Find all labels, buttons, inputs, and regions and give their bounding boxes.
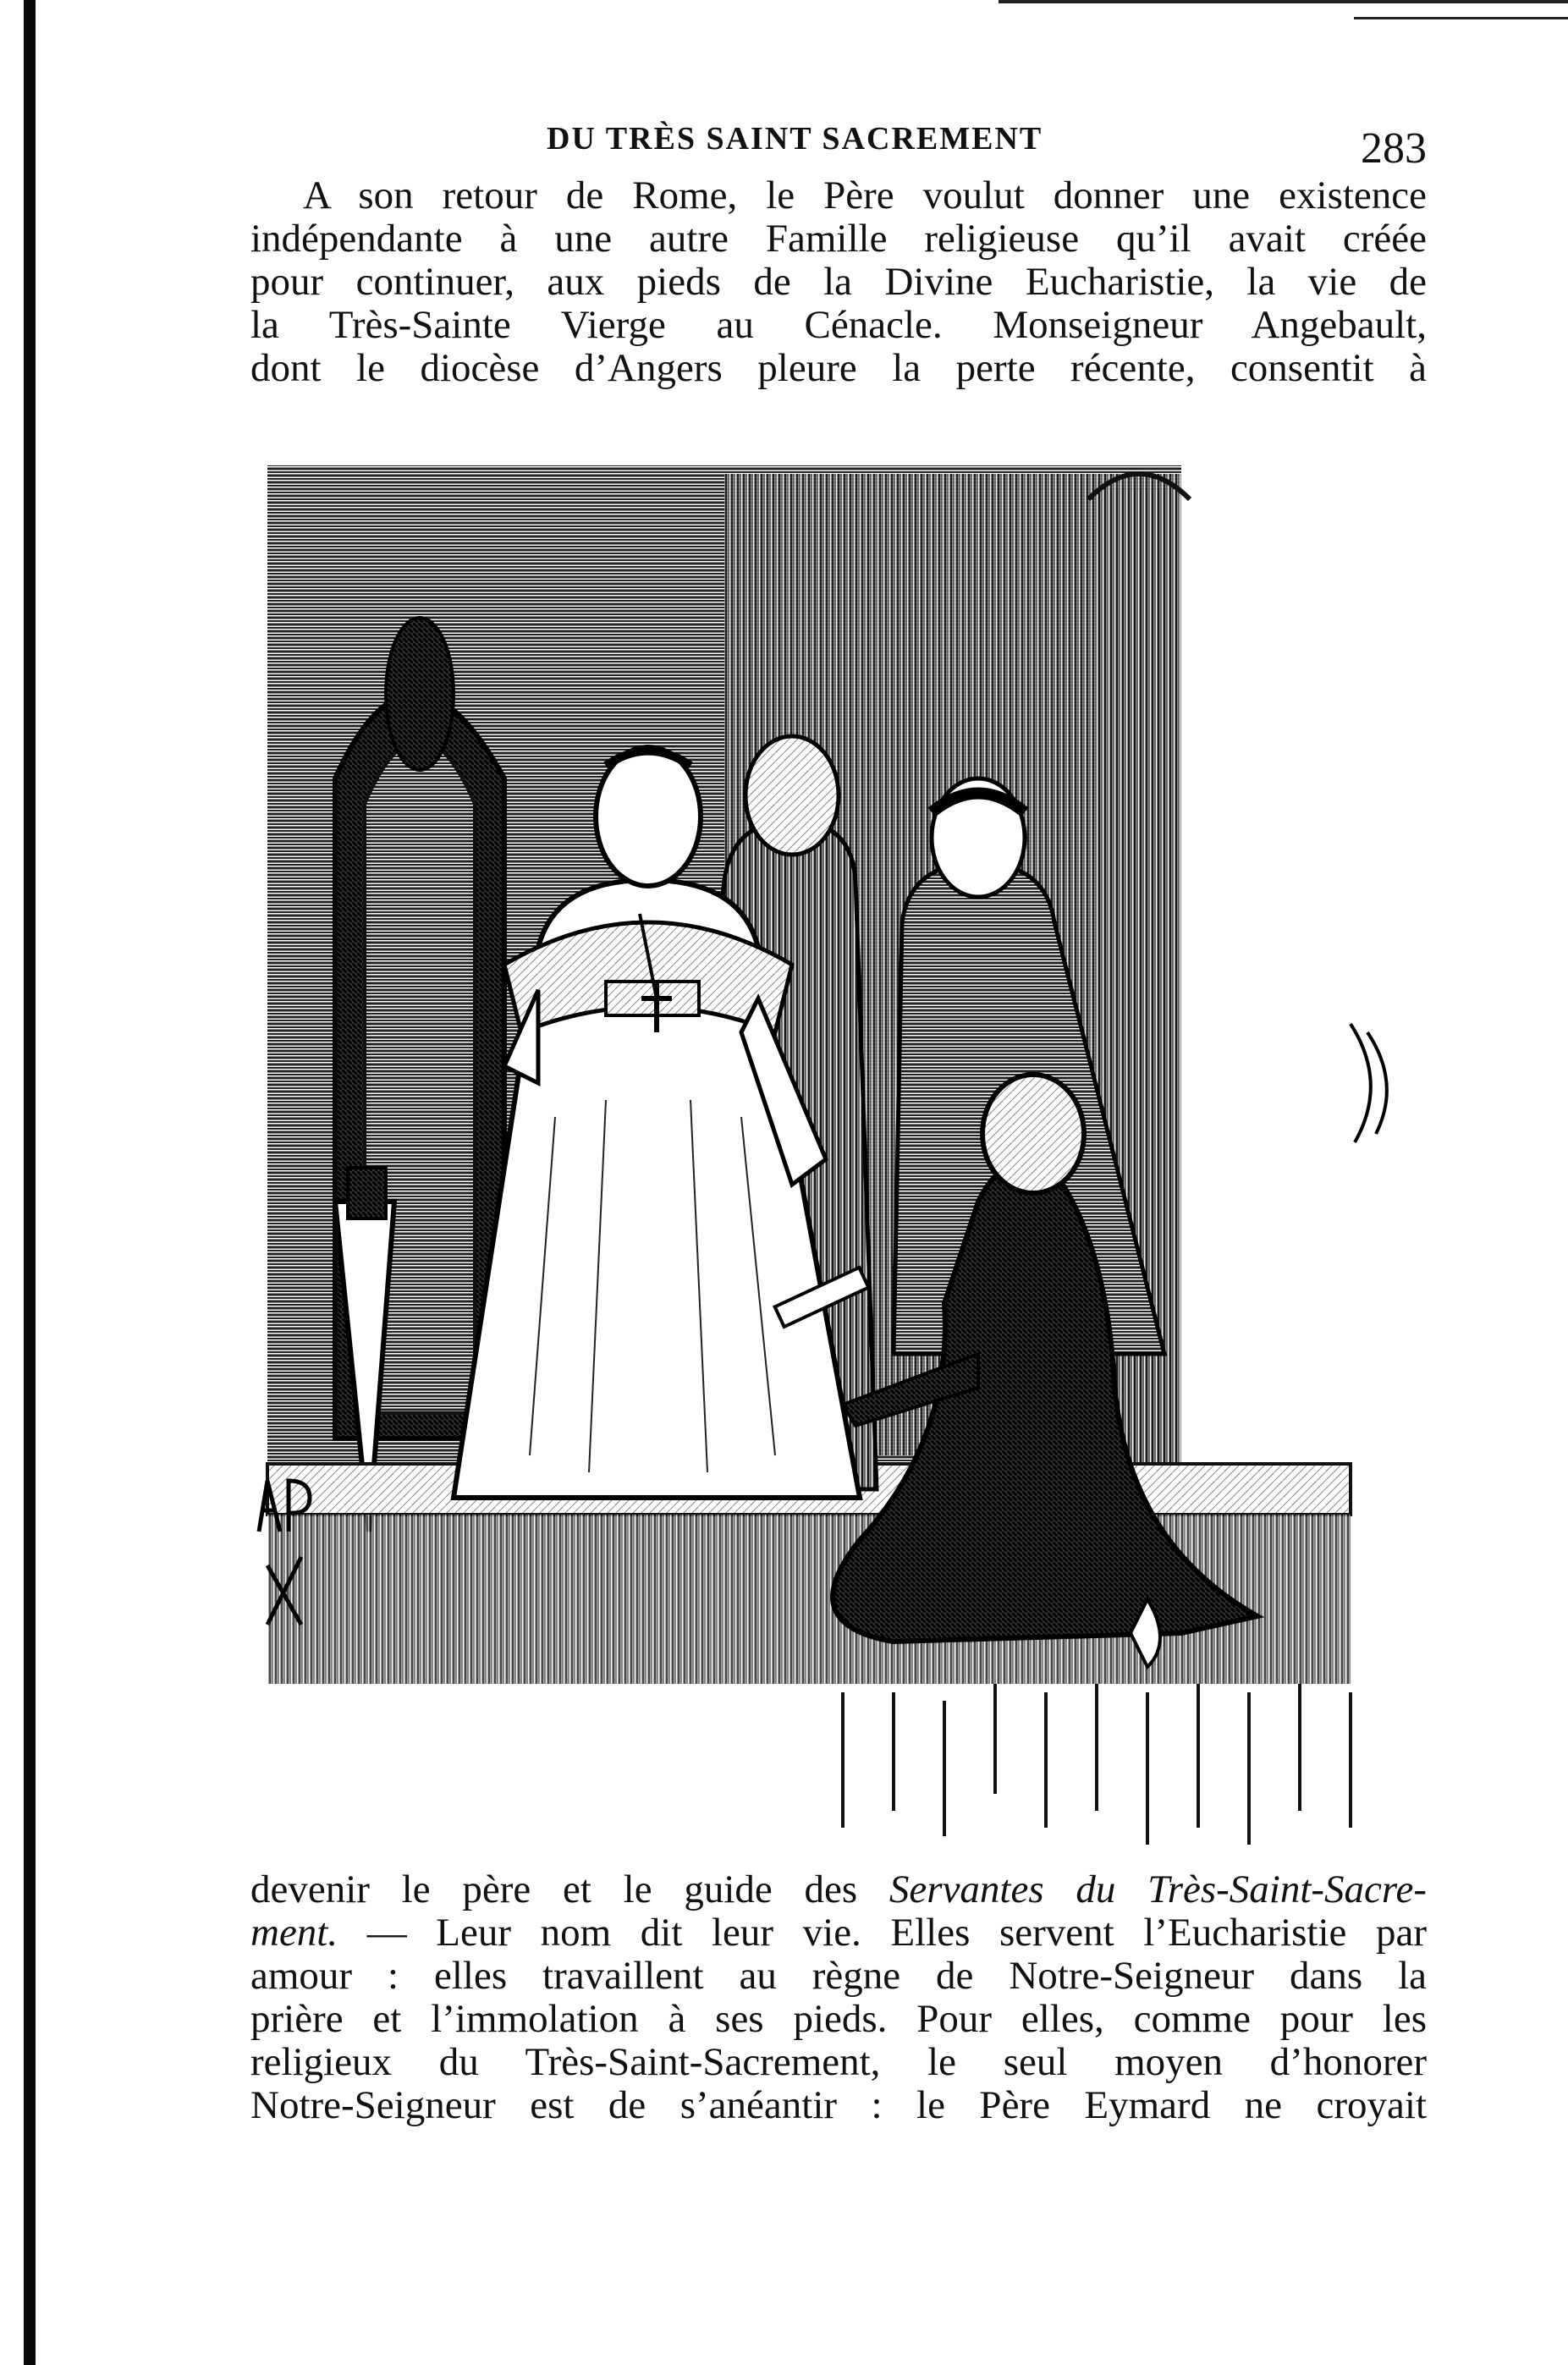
top-edge-rule	[999, 0, 1568, 3]
italic-title-run: Servantes du Très-Saint-Sacre-	[889, 1867, 1427, 1911]
text-line: amour : elles travaillent au règne de Notre-Seigneur dans la	[250, 1954, 1427, 1998]
text-line: la Très-Sainte Vierge au Cénacle. Monseigneur Angebault,	[250, 303, 1427, 347]
text-line: A son retour de Rome, le Père voulut donner une existence	[303, 173, 1427, 217]
engraving-pope-audience	[250, 440, 1427, 1853]
text-line: Notre-Seigneur est de s’anéantir : le Père Eymard ne croyait	[250, 2083, 1427, 2127]
text-run: devenir le père et le guide des	[250, 1867, 889, 1911]
top-edge-rule-secondary	[1354, 17, 1568, 19]
running-title: DU TRÈS SAINT SACREMENT	[547, 121, 1043, 157]
paragraph-bottom	[250, 1868, 1427, 2127]
text-line: pour continuer, aux pieds de la Divine Eucharistie, la vie de	[250, 260, 1427, 304]
italic-title-run: ment.	[250, 1911, 338, 1955]
text-line: indépendante à une autre Famille religieuse qu’il avait créée	[250, 217, 1427, 261]
text-line	[250, 1911, 1427, 1955]
text-run: — Leur nom dit leur vie. Elles servent l’Eucharistie par	[338, 1911, 1427, 1955]
text-line: dont le diocèse d’Angers pleure la perte récente, consentit à	[250, 346, 1427, 390]
paragraph-top	[250, 174, 1427, 390]
book-spine-shadow	[24, 0, 36, 2365]
text-line: religieux du Très-Saint-Sacrement, le seul moyen d’honorer	[250, 2040, 1427, 2084]
text-line	[250, 1868, 1427, 1911]
text-line: prière et l’immolation à ses pieds. Pour elles, comme pour les	[250, 1997, 1427, 2041]
running-head	[250, 120, 1427, 171]
page-number: 283	[1361, 124, 1427, 173]
